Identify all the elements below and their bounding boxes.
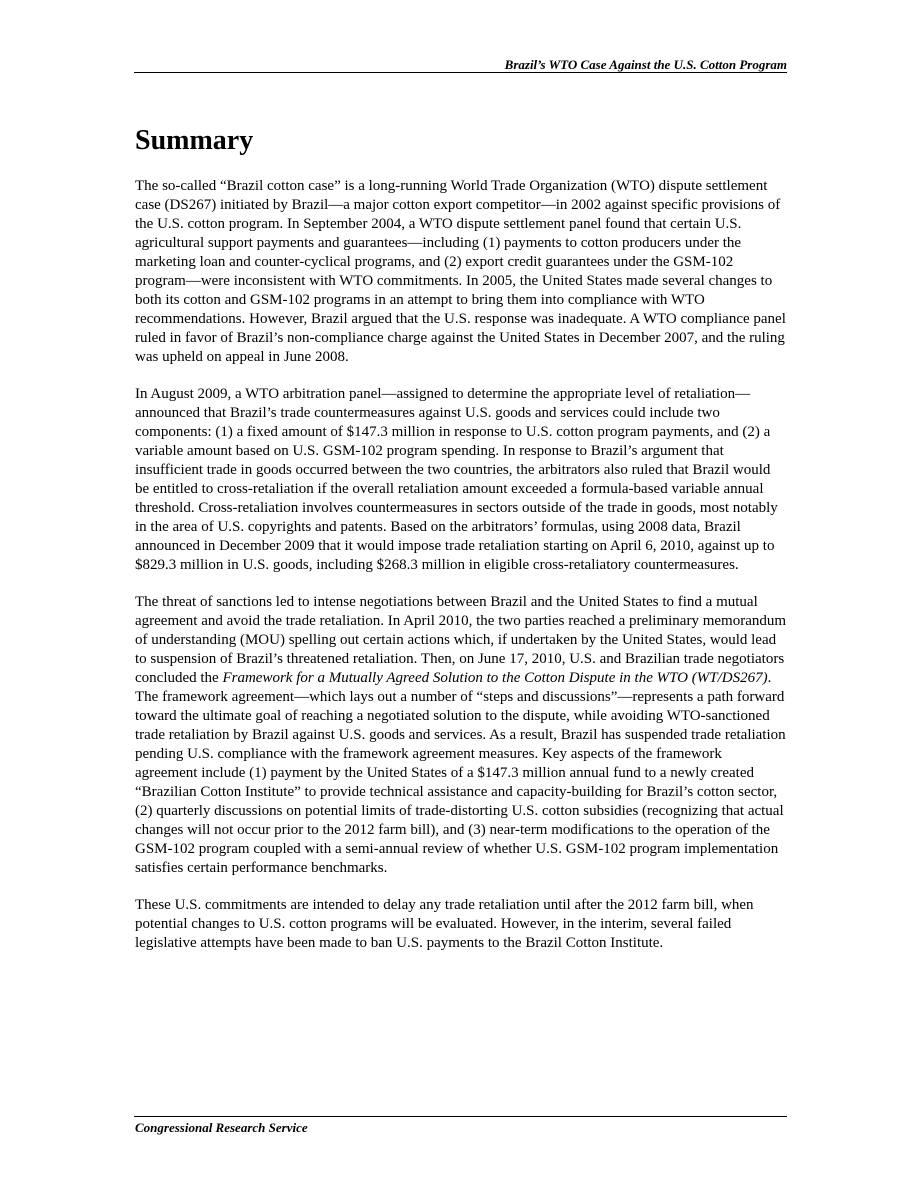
footer-rule	[134, 1116, 787, 1117]
summary-paragraph-4: These U.S. commitments are intended to delay any trade retaliation until after the 2012 farm bill, when potential changes to U.S. cotton programs will be evaluated. However, in the interim, several failed legislative attempts have been made to ban U.S. payments to the Brazil Cotton Institute.	[135, 897, 754, 951]
paragraph-3-text-end: . The framework agreement—which lays out a number of “steps and discussions”—represents a path forward toward the ultimate goal of reaching a negotiated solution to the dispute, while avoiding WTO-sanctioned trade retaliation by Brazil against U.S. goods and services. As a result, Brazil has suspended trade retaliation pending U.S. compliance with the framework agreement measures. Key aspects of the framework agreement include (1) payment by the United States of a $147.3 million annual fund to a newly created “Brazilian Cotton Institute” to provide technical assistance and capacity-building for Brazil’s cotton sector, (2) quarterly discussions on potential limits of trade-distorting U.S. cotton subsidies (recognizing that actual changes will not occur prior to the 2012 farm bill), and (3) near-term modifications to the operation of the GSM-102 program coupled with a semi-annual review of whether U.S. GSM-102 program implementation satisfies certain performance benchmarks.	[135, 670, 786, 876]
summary-body	[135, 177, 787, 971]
summary-paragraph-2: In August 2009, a WTO arbitration panel—assigned to determine the appropriate level of retaliation—announced that Brazil’s trade countermeasures against U.S. goods and services could include two components: (1) a fixed amount of $147.3 million in response to U.S. cotton program payments, and (2) a variable amount based on U.S. GSM-102 program spending. In response to Brazil’s argument that insufficient trade in goods occurred between the two countries, the arbitrators also ruled that Brazil would be entitled to cross-retaliation if the overall retaliation amount exceeded a formula-based variable annual threshold. Cross-retaliation involves countermeasures in sectors outside of the trade in goods, most notably in the area of U.S. copyrights and patents. Based on the arbitrators’ formulas, using 2008 data, Brazil announced in December 2009 that it would impose trade retaliation starting on April 6, 2010, against up to $829.3 million in U.S. goods, including $268.3 million in eligible cross-retaliatory countermeasures.	[135, 386, 778, 573]
running-footer: Congressional Research Service	[135, 1120, 308, 1135]
paragraph-3-text-start: The threat of sanctions led to intense negotiations between Brazil and the United States to find a mutual agreement and avoid the trade retaliation. In April 2010, the two parties reached a preliminary memorandum of understanding (MOU) spelling out certain actions which, if undertaken by the United States, would lead to suspension of Brazil’s threatened retaliation. Then, on June 17, 2010, U.S. and Brazilian trade negotiators concluded the	[135, 594, 787, 686]
header-rule	[134, 72, 787, 73]
summary-paragraph-1: The so-called “Brazil cotton case” is a long-running World Trade Organization (WTO) dispute settlement case (DS267) initiated by Brazil—a major cotton export competitor—in 2002 against specific provisions of the U.S. cotton program. In September 2004, a WTO dispute settlement panel found that certain U.S. agricultural support payments and guarantees—including (1) payments to cotton producers under the marketing loan and counter-cyclical programs, and (2) export credit guarantees under the GSM-102 program—were inconsistent with WTO commitments. In 2005, the United States made several changes to both its cotton and GSM-102 programs in an attempt to bring them into compliance with WTO recommendations. However, Brazil argued that the U.S. response was inadequate. A WTO compliance panel ruled in favor of Brazil’s non-compliance charge against the United States in December 2007, and the ruling was upheld on appeal in June 2008.	[135, 178, 786, 365]
summary-paragraph-3	[135, 593, 787, 878]
running-header: Brazil’s WTO Case Against the U.S. Cotton Program	[504, 57, 787, 72]
page-title: Summary	[135, 125, 254, 156]
framework-title-italic: Framework for a Mutually Agreed Solution to the Cotton Dispute in the WTO (WT/DS267)	[222, 670, 768, 686]
